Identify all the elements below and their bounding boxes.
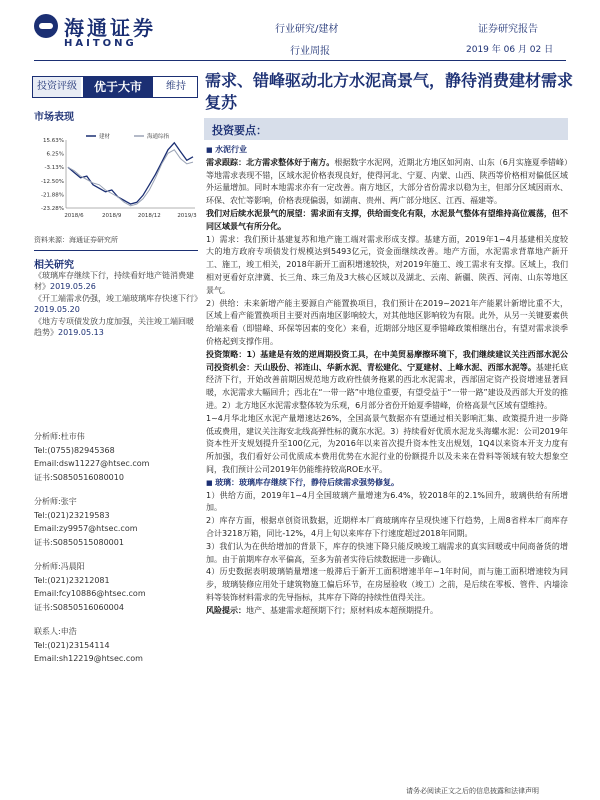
related-research-list	[34, 270, 200, 339]
paragraph: 2）供给：未来新增产能主要源自产能置换项目，我们预计在2019~2021年产能累计新增比重不大，区域上看产能置换项目主要对西南地区影响较大，对其他地区影响较为有限。此外，从另一关键要素供给端来看（即错峰、环保等因素的变化）来看，近期部分地区夏季错峰政策相继出台，有望对需求淡季价格起到支撑作用。	[206, 298, 568, 346]
sidebar-divider	[34, 250, 198, 251]
paragraph-lead: 投资策略：1）基建是有效的逆周期投资工具，在中美贸易摩擦环境下，我们继续建议关注西部水泥公司投资机会：天山股份、祁连山、华新水泥、青松建化、宁夏建材、上峰水泥、西部水泥等。	[206, 349, 568, 372]
paragraph-lead: 我们对后续水泥景气的展望：需求面有支撑，供给面变化有限，水泥景气整体有望维持高位震荡，但不同区域景气有所分化。	[206, 208, 568, 231]
related-title: 《开工端需求仍强，竣工端玻璃库存快速下行》	[34, 294, 202, 303]
list-item[interactable]	[34, 293, 200, 315]
y-tick-label: 6.25%	[46, 151, 64, 158]
analyst-block	[34, 625, 200, 666]
haitong-logo-icon	[34, 14, 58, 38]
paragraph	[206, 157, 568, 208]
market-heading: 市场表现	[34, 112, 74, 123]
paragraph: 1~4月华北地区水泥产量增速达26%，全国高景气数据亦有望通过相关影响汇集、政策提升进一步降低或费用，建议关注海安北线高弹性标的冀东水泥。3）持续看好优质水泥龙头海螺水泥：公司2019年资本性开支规划提升至100亿元，为2016年以来首次提升资本性支出规划，1Q4以来资本开支力度有所加强，我们看好公司优质成本费用优势在水泥行业的份额提升以及未来在骨料等领域有较大想象空间，我们预计公司2019年仍能维持较高ROE水平。	[206, 413, 568, 474]
list-item[interactable]	[34, 316, 200, 338]
paragraph-lead: 需求跟踪：北方需求整体好于南方。	[206, 157, 335, 167]
legend-label: 海通综指	[147, 134, 170, 140]
analyst-tel: Tel:(0755)82945368	[34, 445, 115, 455]
y-tick-label: -23.28%	[41, 206, 64, 212]
y-tick-label: 15.63%	[43, 138, 64, 144]
analyst-email[interactable]: Email:fcy10886@htsec.com	[34, 589, 146, 598]
analyst-name: 联系人:申浩	[34, 627, 77, 636]
page-title: 需求、错峰驱动北方水泥高景气，静待消费建材需求复苏	[205, 71, 574, 112]
analyst-name: 分析师:冯晨阳	[34, 562, 85, 571]
y-tick-label: -3.13%	[44, 165, 64, 172]
analyst-cert: 证书:S0850515080001	[34, 537, 124, 547]
related-date: 2019.05.13	[58, 328, 104, 337]
analyst-name: 分析师:张宇	[34, 497, 77, 506]
rating-action: 维持	[166, 81, 186, 92]
x-tick-label: 2018/12	[137, 213, 161, 219]
analyst-contacts	[34, 430, 200, 677]
key-points-bar	[204, 118, 568, 140]
paragraph: 4）历史数据表明玻璃销量增速一般滞后于新开工面积增速半年~1年时间，而与施工面积增速较为同步，玻璃装修应用处于建筑物施工偏后环节，在房屋验收（竣工）之前，是后续在零板、管件、内墙涂料等装饰材料需求的先导指标，其库存下降的持续性值得关注。	[206, 567, 568, 602]
report-label: 证券研究报告	[478, 24, 538, 35]
paragraph	[206, 605, 568, 618]
risk-lead: 风险提示：	[206, 605, 246, 615]
logo-english: HAITONG	[64, 38, 137, 49]
section-title-cement: ■ 水泥行业	[206, 144, 568, 157]
x-tick-label: 2018/9	[101, 213, 122, 219]
paragraph: 2）库存方面，根据卓创资讯数据，近期样本厂商玻璃库存呈现快速下行趋势，上周8省样本厂商库存合计3218万箱，同比-12%，4月上旬以来库存下行速度超过2018年同期。	[206, 516, 568, 538]
y-tick-label: -12.50%	[41, 178, 64, 185]
analyst-email[interactable]: Email:dsw11227@htsec.com	[34, 459, 150, 468]
x-tick-label: 2018/6	[64, 213, 84, 219]
related-title: 《玻璃库存继续下行，持续看好地产链消费建材》	[34, 271, 194, 291]
section-title-glass: ■ 玻璃：玻璃库存继续下行，静待后续需求强势修复。	[206, 477, 568, 490]
analyst-name: 分析师:杜市伟	[34, 432, 85, 441]
legend-label: 建材	[99, 134, 111, 140]
logo-chinese: 海通证券	[64, 16, 156, 40]
analyst-tel: Tel:(021)23154114	[34, 640, 110, 650]
list-item[interactable]	[34, 270, 200, 292]
analyst-cert: 证书:S0850516080010	[34, 472, 124, 482]
analyst-block	[34, 430, 200, 484]
analyst-block	[34, 495, 200, 549]
paragraph: 1）需求：我们预计基建复苏和地产施工端对需求形成支撑。基建方面，2019年1~4月基建相关度较大的地方政府专项债发行规模达到5493亿元，资金面继续改善。地产方面，水泥需求背靠地产新开工、施工，竣工相关，2018年新开工面积增速较快，对2019年施工、竣工需求有支撑。区域上，我们相对更看好京津冀、长三角、珠三角及3大核心区域以及湖北、云南、新疆、陕西、河南、山东等地区景气。	[206, 234, 568, 295]
paragraph: 3）我们认为在供给增加的背景下，库存的快速下降只能反映竣工端需求的真实回暖或中间商备货的增加。由于前期库存水平偏高，至多为前者实待后续数据进一步确认。	[206, 541, 568, 564]
investment-rating	[32, 76, 198, 98]
rating-label: 投资评级	[33, 77, 81, 97]
analyst-tel: Tel:(021)23212081	[34, 575, 110, 585]
x-tick-label: 2019/3	[177, 213, 197, 219]
series-line-2	[68, 150, 193, 206]
chart-source: 资料来源：海通证券研究所	[34, 236, 118, 244]
paragraph-text: 基建托底经济下行，开始改善前期因规范地方政府性债务拖累的西北水泥需求，西部固定资产投资增速显著回暖，水泥需求大幅回升；西北在“一带一路”中地位重要，有望受益于“一带一路”建设及西部大开发的推进。2）北方地区水泥需求整体较为乐观，6月部分省份开始夏季错峰，价格高景气区域有望维持。	[206, 362, 568, 410]
related-date: 2019.05.20	[34, 305, 80, 314]
y-tick-label: -21.88%	[41, 192, 64, 199]
paragraph: 1）供给方面，2019年1~4月全国玻璃产量增速为6.4%，较2018年的2.1%回升，玻璃供给有所增加。	[206, 490, 568, 513]
analyst-email[interactable]: Email:sh12219@htsec.com	[34, 654, 143, 663]
report-type: 行业周报	[290, 46, 330, 57]
analyst-block	[34, 560, 200, 614]
header-divider	[34, 60, 566, 61]
disclaimer-footer: 请务必阅读正文之后的信息披露和法律声明	[406, 787, 539, 795]
analyst-tel: Tel:(021)23219583	[34, 510, 110, 520]
related-title: 《地方专项债发放力度加强，关注竣工端回暖趋势》	[34, 317, 194, 337]
paragraph	[206, 349, 568, 413]
related-heading: 相关研究	[34, 260, 74, 271]
report-body	[206, 144, 568, 617]
market-performance-chart	[30, 128, 200, 228]
report-category: 行业研究/建材	[275, 24, 339, 35]
risk-text: 地产、基建需求超预期下行；原材料成本超预期提升。	[246, 605, 438, 615]
series-line-1	[68, 143, 193, 204]
analyst-email[interactable]: Email:zy9957@htsec.com	[34, 524, 138, 533]
paragraph	[206, 208, 568, 234]
key-points-label: 投资要点：	[212, 124, 267, 137]
analyst-cert: 证书:S0850516060004	[34, 602, 124, 612]
related-date: 2019.05.26	[50, 282, 96, 291]
rating-value: 优于大市	[83, 77, 153, 97]
paragraph-text: 根据数字水泥网，近期北方地区如河南、山东（6月实施夏季错峰）等地需求表现不错，区域水泥价格表现良好，使得河北、宁夏、内蒙、山西、陕西等价格相对偏低区域外运量增加。同时本地需求亦有一定改善。南方地区，大部分省份需求以稳为主，但部分区域因雨水、环保、农忙等影响，价格表现偏弱，如湖南、贵州、两广部分地区、江西、福建等。	[206, 157, 568, 206]
report-date: 2019 年 06 月 02 日	[466, 45, 554, 55]
